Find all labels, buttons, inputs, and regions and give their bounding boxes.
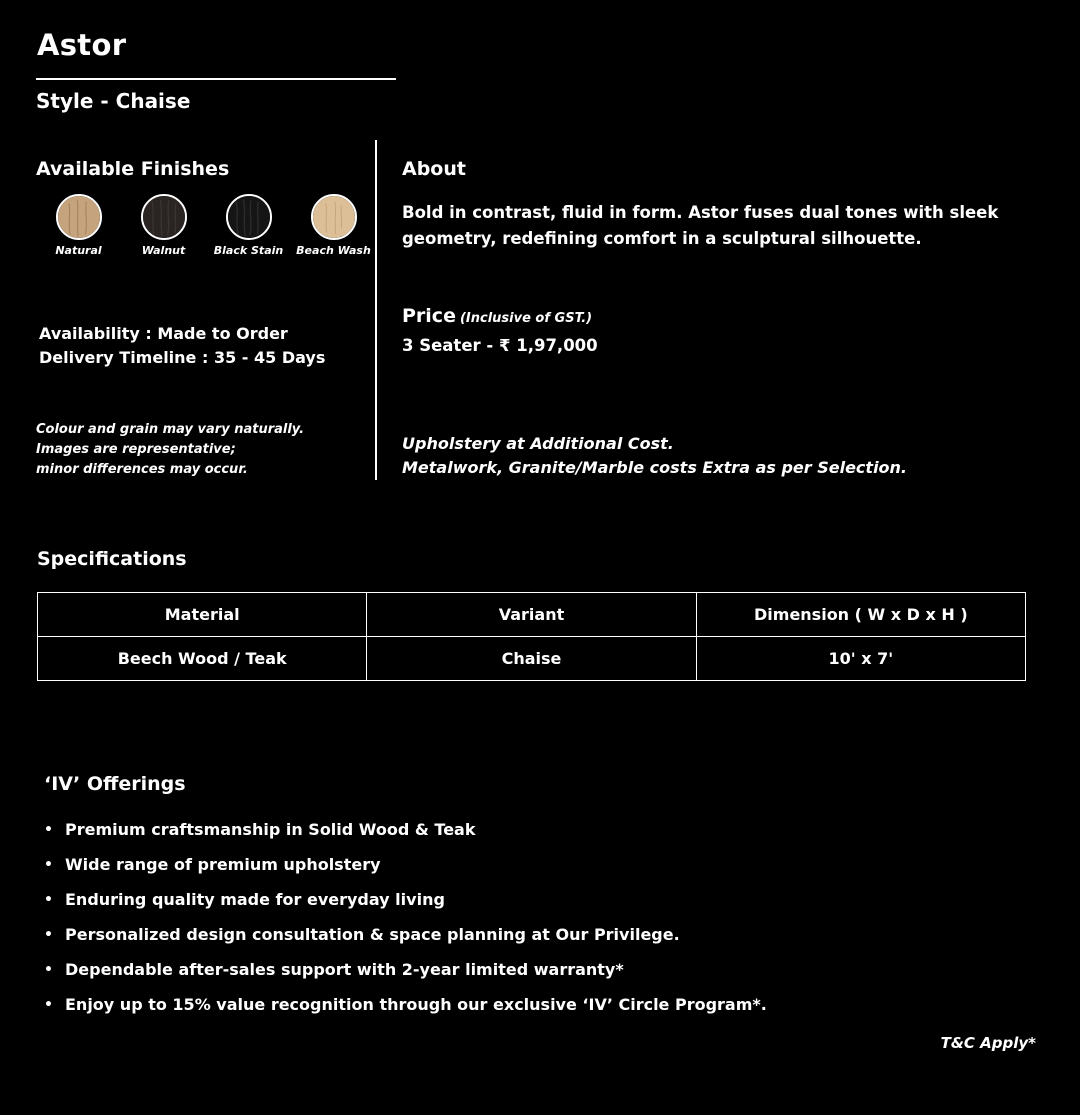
cell-material: Beech Wood / Teak xyxy=(38,637,367,681)
offering-text: Enduring quality made for everyday living xyxy=(65,890,445,909)
list-item xyxy=(44,952,767,987)
bullet-icon: • xyxy=(44,996,53,1013)
availability-text: Availability : Made to Order xyxy=(39,324,288,343)
offering-text: Dependable after-sales support with 2-year limited warranty* xyxy=(65,960,624,979)
list-item xyxy=(44,987,767,1022)
bullet-icon: • xyxy=(44,891,53,908)
bullet-icon: • xyxy=(44,856,53,873)
finish-label: Walnut xyxy=(141,244,186,257)
specifications-table xyxy=(37,592,1026,681)
delivery-timeline-text: Delivery Timeline : 35 - 45 Days xyxy=(39,348,326,367)
column-divider xyxy=(375,140,377,480)
column-header-dimension: Dimension ( W x D x H ) xyxy=(696,593,1025,637)
price-value: 3 Seater - ₹ 1,97,000 xyxy=(402,336,598,355)
offering-text: Enjoy up to 15% value recognition through our exclusive ‘IV’ Circle Program*. xyxy=(65,995,767,1014)
about-text: Bold in contrast, fluid in form. Astor fuses dual tones with sleek geometry, redefining comfort in a sculptural silhouette. xyxy=(402,203,999,248)
specifications-heading: Specifications xyxy=(37,548,187,570)
upholstery-cost-note: Upholstery at Additional Cost. xyxy=(402,434,674,453)
finish-beach-wash[interactable] xyxy=(291,194,376,257)
list-item xyxy=(44,917,767,952)
price-label: Price xyxy=(402,305,456,327)
offering-text: Personalized design consultation & space planning at Our Privilege. xyxy=(65,925,680,944)
finishes-heading: Available Finishes xyxy=(36,158,230,180)
finish-swatch-natural xyxy=(56,194,102,240)
finishes-swatches xyxy=(36,194,376,257)
finish-label: Beach Wash xyxy=(296,244,371,257)
column-header-material: Material xyxy=(38,593,367,637)
cell-variant: Chaise xyxy=(367,637,696,681)
finish-swatch-black-stain xyxy=(226,194,272,240)
cell-dimension: 10' x 7' xyxy=(696,637,1025,681)
disclaimer-line: minor differences may occur. xyxy=(36,462,248,477)
finish-black-stain[interactable] xyxy=(206,194,291,257)
product-style: Style - Chaise xyxy=(36,89,191,113)
availability-info xyxy=(39,322,325,370)
offering-text: Premium craftsmanship in Solid Wood & Teak xyxy=(65,820,476,839)
offerings-heading: ‘IV’ Offerings xyxy=(44,773,186,795)
finish-swatch-beach-wash xyxy=(311,194,357,240)
price-heading xyxy=(402,305,592,327)
finish-disclaimer xyxy=(36,420,304,480)
list-item xyxy=(44,882,767,917)
terms-note: T&C Apply* xyxy=(940,1034,1036,1052)
offerings-list xyxy=(44,812,767,1022)
bullet-icon: • xyxy=(44,821,53,838)
finish-walnut[interactable] xyxy=(121,194,206,257)
title-divider xyxy=(36,78,396,80)
table-header-row xyxy=(38,593,1026,637)
additional-costs xyxy=(402,432,907,480)
metalwork-cost-note: Metalwork, Granite/Marble costs Extra as per Selection. xyxy=(402,458,908,477)
list-item xyxy=(44,812,767,847)
column-header-variant: Variant xyxy=(367,593,696,637)
finish-label: Natural xyxy=(55,244,102,257)
offering-text: Wide range of premium upholstery xyxy=(65,855,381,874)
disclaimer-line: Colour and grain may vary naturally. xyxy=(36,422,305,437)
about-heading: About xyxy=(402,158,466,180)
finish-natural[interactable] xyxy=(36,194,121,257)
finish-label: Black Stain xyxy=(213,244,284,257)
bullet-icon: • xyxy=(44,961,53,978)
table-row xyxy=(38,637,1026,681)
finish-swatch-walnut xyxy=(141,194,187,240)
product-title: Astor xyxy=(37,28,127,62)
disclaimer-line: Images are representative; xyxy=(36,442,236,457)
gst-note: (Inclusive of GST.) xyxy=(459,311,593,326)
list-item xyxy=(44,847,767,882)
bullet-icon: • xyxy=(44,926,53,943)
